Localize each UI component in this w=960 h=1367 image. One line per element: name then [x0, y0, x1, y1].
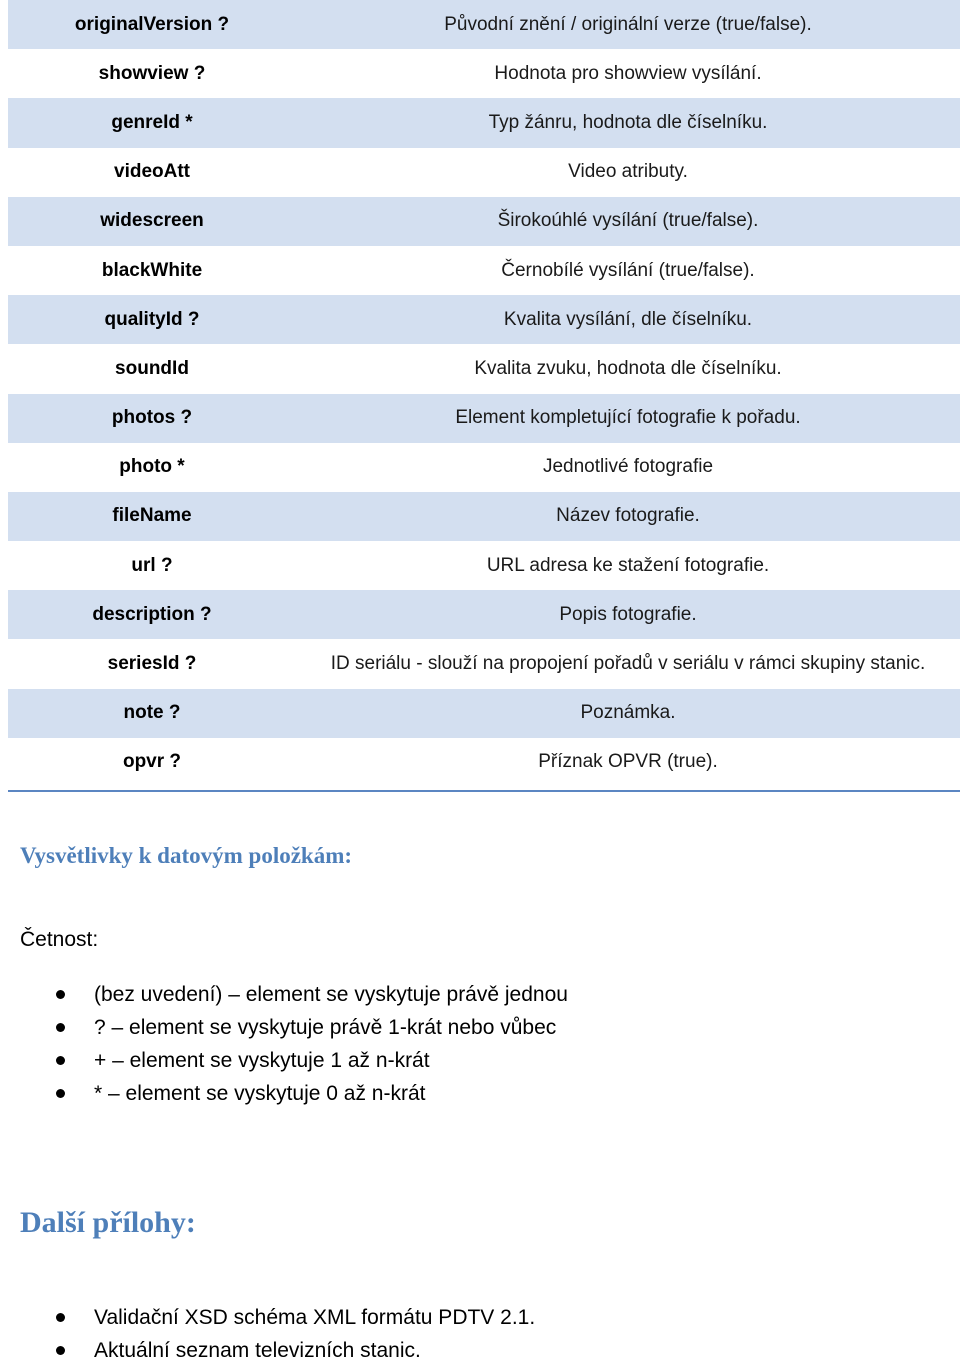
table-row	[8, 394, 960, 443]
element-name: soundId	[115, 357, 189, 379]
element-name: url ?	[131, 554, 173, 576]
table-row	[8, 246, 960, 295]
frequency-label: Četnost:	[20, 928, 99, 951]
frequency-list	[56, 978, 568, 1110]
table-row	[8, 344, 960, 393]
list-item-text: + – element se vyskytuje 1 až n-krát	[94, 1049, 430, 1072]
element-name: genreId *	[111, 111, 193, 133]
bullet-icon	[56, 990, 65, 999]
element-name: note ?	[123, 702, 181, 724]
element-name: fileName	[112, 505, 192, 527]
list-item	[56, 1077, 568, 1110]
bullet-icon	[56, 1056, 65, 1065]
table-row	[8, 295, 960, 344]
bullet-icon	[56, 1346, 65, 1355]
element-description: Jednotlivé fotografie	[542, 456, 714, 478]
bullet-icon	[56, 1313, 65, 1322]
element-description: Poznámka.	[580, 702, 676, 724]
list-item	[56, 1334, 535, 1367]
bullet-icon	[56, 1023, 65, 1032]
table-row	[8, 49, 960, 98]
element-name: qualityId ?	[104, 308, 200, 330]
element-description: Příznak OPVR (true).	[538, 751, 718, 773]
element-name: blackWhite	[101, 259, 203, 281]
element-name: photo *	[119, 456, 185, 478]
element-description: ID seriálu - slouží na propojení pořadů v seriálu v rámci skupiny stanic.	[330, 653, 926, 675]
table-row	[8, 639, 960, 688]
explanations-heading: Vysvětlivky k datovým položkám:	[20, 843, 353, 868]
bullet-icon	[56, 1089, 65, 1098]
table-bottom-rule	[8, 790, 960, 792]
attachments-list	[56, 1301, 535, 1367]
element-description: Název fotografie.	[556, 505, 700, 527]
list-item	[56, 1011, 568, 1044]
table-row	[8, 689, 960, 738]
element-description: Typ žánru, hodnota dle číselníku.	[488, 111, 768, 133]
element-table	[8, 0, 960, 787]
table-row	[8, 98, 960, 147]
list-item-text: ? – element se vyskytuje právě 1-krát nebo vůbec	[94, 1016, 557, 1039]
table-row	[8, 443, 960, 492]
table-row	[8, 590, 960, 639]
element-name: photos ?	[111, 407, 193, 429]
element-description: Video atributy.	[568, 161, 688, 183]
element-name: videoAtt	[114, 161, 190, 183]
list-item-text: (bez uvedení) – element se vyskytuje právě jednou	[94, 983, 568, 1006]
table-row	[8, 197, 960, 246]
element-description: URL adresa ke stažení fotografie.	[486, 554, 770, 576]
element-description: Hodnota pro showview vysílání.	[494, 62, 762, 84]
element-description: Původní znění / originální verze (true/false).	[444, 13, 812, 35]
element-name: originalVersion ?	[74, 13, 230, 35]
list-item	[56, 1301, 535, 1334]
element-name: showview ?	[98, 62, 206, 84]
element-description: Černobílé vysílání (true/false).	[501, 259, 755, 281]
table-row	[8, 738, 960, 787]
table-row	[8, 0, 960, 49]
element-description: Element kompletující fotografie k pořadu.	[455, 407, 801, 429]
element-name: description ?	[92, 603, 212, 625]
element-description: Širokoúhlé vysílání (true/false).	[497, 210, 759, 232]
element-name: seriesId ?	[107, 653, 197, 675]
table-row	[8, 148, 960, 197]
list-item-text: * – element se vyskytuje 0 až n-krát	[94, 1082, 426, 1105]
element-name: opvr ?	[122, 751, 182, 773]
element-name: widescreen	[100, 210, 204, 232]
list-item	[56, 978, 568, 1011]
table-row	[8, 492, 960, 541]
element-description: Kvalita zvuku, hodnota dle číselníku.	[474, 357, 782, 379]
table-row	[8, 541, 960, 590]
attachments-heading: Další přílohy:	[20, 1206, 196, 1239]
element-description: Kvalita vysílání, dle číselníku.	[503, 308, 753, 330]
list-item	[56, 1044, 568, 1077]
element-description: Popis fotografie.	[559, 603, 697, 625]
list-item-text: Aktuální seznam televizních stanic.	[94, 1339, 421, 1362]
list-item-text: Validační XSD schéma XML formátu PDTV 2.1.	[94, 1306, 536, 1329]
